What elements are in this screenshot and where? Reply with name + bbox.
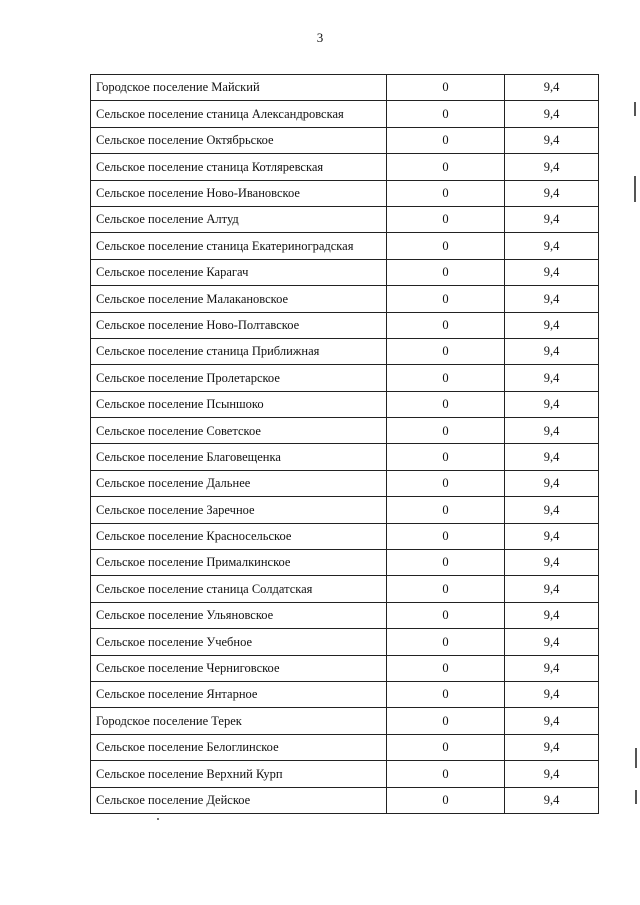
value-cell: 0 xyxy=(387,127,505,153)
table-row xyxy=(91,180,599,206)
value-cell: 0 xyxy=(387,787,505,813)
settlement-name-cell: Сельское поселение Пролетарское xyxy=(91,365,387,391)
value-cell: 0 xyxy=(387,523,505,549)
table-row xyxy=(91,523,599,549)
settlement-name-cell: Сельское поселение Алтуд xyxy=(91,206,387,232)
table-row xyxy=(91,734,599,760)
value-cell: 0 xyxy=(387,497,505,523)
amount-cell: 9,4 xyxy=(505,233,599,259)
amount-cell: 9,4 xyxy=(505,787,599,813)
table-row xyxy=(91,365,599,391)
table-row xyxy=(91,338,599,364)
value-cell: 0 xyxy=(387,602,505,628)
amount-cell: 9,4 xyxy=(505,681,599,707)
table-row xyxy=(91,470,599,496)
value-cell: 0 xyxy=(387,75,505,101)
value-cell: 0 xyxy=(387,708,505,734)
amount-cell: 9,4 xyxy=(505,286,599,312)
table-row xyxy=(91,391,599,417)
value-cell: 0 xyxy=(387,206,505,232)
table-row xyxy=(91,497,599,523)
settlement-name-cell: Сельское поселение станица Котляревская xyxy=(91,154,387,180)
value-cell: 0 xyxy=(387,470,505,496)
settlement-name-cell: Сельское поселение станица Приближная xyxy=(91,338,387,364)
table-row xyxy=(91,206,599,232)
table-row xyxy=(91,550,599,576)
settlement-name-cell: Сельское поселение Октябрьское xyxy=(91,127,387,153)
value-cell: 0 xyxy=(387,180,505,206)
page-number: 3 xyxy=(316,30,324,45)
table-row xyxy=(91,259,599,285)
settlement-name-cell: Сельское поселение Янтарное xyxy=(91,681,387,707)
amount-cell: 9,4 xyxy=(505,629,599,655)
table-row xyxy=(91,418,599,444)
settlement-name-cell: Сельское поселение Дейское xyxy=(91,787,387,813)
amount-cell: 9,4 xyxy=(505,523,599,549)
scan-edge-mark xyxy=(634,176,636,202)
value-cell: 0 xyxy=(387,233,505,259)
table-row xyxy=(91,602,599,628)
scan-speck xyxy=(157,818,159,820)
settlement-name-cell: Сельское поселение Дальнее xyxy=(91,470,387,496)
table-row xyxy=(91,444,599,470)
table-row xyxy=(91,655,599,681)
value-cell: 0 xyxy=(387,391,505,417)
settlement-name-cell: Сельское поселение станица Екатериноградская xyxy=(91,233,387,259)
value-cell: 0 xyxy=(387,734,505,760)
settlement-name-cell: Городское поселение Терек xyxy=(91,708,387,734)
amount-cell: 9,4 xyxy=(505,75,599,101)
settlement-name-cell: Сельское поселение Красносельское xyxy=(91,523,387,549)
table-row xyxy=(91,154,599,180)
value-cell: 0 xyxy=(387,576,505,602)
table-row xyxy=(91,127,599,153)
value-cell: 0 xyxy=(387,312,505,338)
amount-cell: 9,4 xyxy=(505,101,599,127)
amount-cell: 9,4 xyxy=(505,761,599,787)
scan-edge-mark xyxy=(634,102,636,116)
amount-cell: 9,4 xyxy=(505,154,599,180)
settlement-name-cell: Сельское поселение станица Александровская xyxy=(91,101,387,127)
value-cell: 0 xyxy=(387,365,505,391)
amount-cell: 9,4 xyxy=(505,576,599,602)
settlement-name-cell: Сельское поселение станица Солдатская xyxy=(91,576,387,602)
value-cell: 0 xyxy=(387,655,505,681)
value-cell: 0 xyxy=(387,444,505,470)
amount-cell: 9,4 xyxy=(505,338,599,364)
table-row xyxy=(91,761,599,787)
table-row xyxy=(91,629,599,655)
table-row xyxy=(91,576,599,602)
settlement-name-cell: Сельское поселение Белоглинское xyxy=(91,734,387,760)
settlement-name-cell: Сельское поселение Псыншоко xyxy=(91,391,387,417)
table-row xyxy=(91,233,599,259)
amount-cell: 9,4 xyxy=(505,655,599,681)
settlement-name-cell: Сельское поселение Заречное xyxy=(91,497,387,523)
settlement-name-cell: Сельское поселение Ульяновское xyxy=(91,602,387,628)
value-cell: 0 xyxy=(387,259,505,285)
value-cell: 0 xyxy=(387,286,505,312)
settlement-name-cell: Сельское поселение Прималкинское xyxy=(91,550,387,576)
settlement-name-cell: Сельское поселение Верхний Курп xyxy=(91,761,387,787)
scan-edge-mark xyxy=(635,748,637,768)
table-body xyxy=(91,75,599,814)
value-cell: 0 xyxy=(387,101,505,127)
table-row xyxy=(91,787,599,813)
table-row xyxy=(91,708,599,734)
amount-cell: 9,4 xyxy=(505,180,599,206)
settlement-name-cell: Сельское поселение Благовещенка xyxy=(91,444,387,470)
settlements-table xyxy=(90,74,599,814)
settlement-name-cell: Сельское поселение Учебное xyxy=(91,629,387,655)
amount-cell: 9,4 xyxy=(505,497,599,523)
settlement-name-cell: Сельское поселение Ново-Ивановское xyxy=(91,180,387,206)
amount-cell: 9,4 xyxy=(505,708,599,734)
amount-cell: 9,4 xyxy=(505,418,599,444)
settlement-name-cell: Сельское поселение Черниговское xyxy=(91,655,387,681)
amount-cell: 9,4 xyxy=(505,470,599,496)
amount-cell: 9,4 xyxy=(505,602,599,628)
amount-cell: 9,4 xyxy=(505,127,599,153)
settlement-name-cell: Сельское поселение Малакановское xyxy=(91,286,387,312)
amount-cell: 9,4 xyxy=(505,206,599,232)
amount-cell: 9,4 xyxy=(505,312,599,338)
settlement-name-cell: Городское поселение Майский xyxy=(91,75,387,101)
amount-cell: 9,4 xyxy=(505,365,599,391)
settlement-name-cell: Сельское поселение Советское xyxy=(91,418,387,444)
value-cell: 0 xyxy=(387,418,505,444)
table-row xyxy=(91,75,599,101)
value-cell: 0 xyxy=(387,154,505,180)
value-cell: 0 xyxy=(387,629,505,655)
value-cell: 0 xyxy=(387,681,505,707)
amount-cell: 9,4 xyxy=(505,734,599,760)
settlement-name-cell: Сельское поселение Карагач xyxy=(91,259,387,285)
amount-cell: 9,4 xyxy=(505,259,599,285)
value-cell: 0 xyxy=(387,550,505,576)
amount-cell: 9,4 xyxy=(505,550,599,576)
amount-cell: 9,4 xyxy=(505,444,599,470)
table-row xyxy=(91,101,599,127)
value-cell: 0 xyxy=(387,338,505,364)
table-row xyxy=(91,312,599,338)
table-row xyxy=(91,286,599,312)
settlement-name-cell: Сельское поселение Ново-Полтавское xyxy=(91,312,387,338)
scan-edge-mark xyxy=(635,790,637,804)
table-row xyxy=(91,681,599,707)
value-cell: 0 xyxy=(387,761,505,787)
amount-cell: 9,4 xyxy=(505,391,599,417)
